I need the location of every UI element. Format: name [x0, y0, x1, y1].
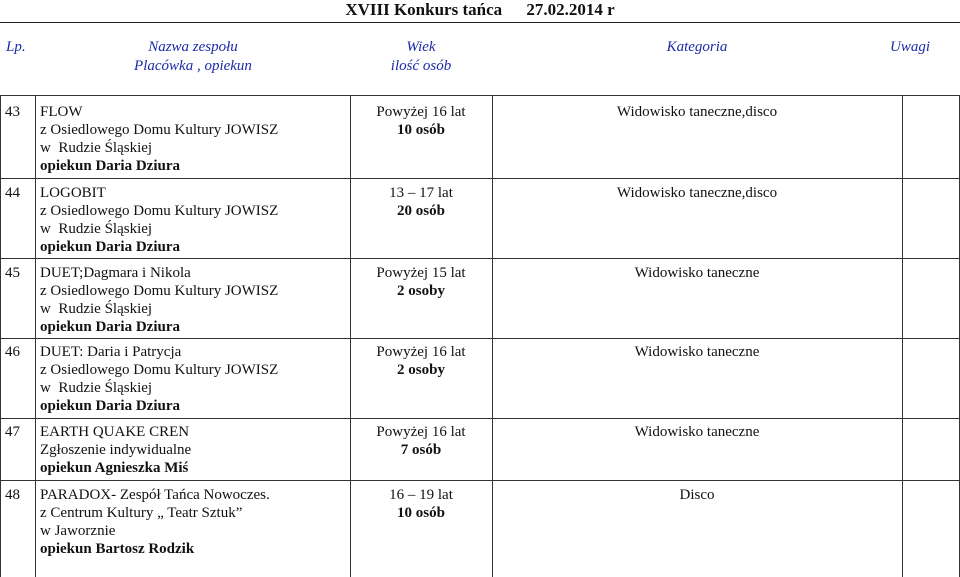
ensemble-name: DUET: Daria i Patrycja [40, 344, 182, 360]
header-name: Nazwa zespołu Placówka , opiekun [134, 39, 252, 74]
title-divider [0, 22, 960, 23]
row-number: 46 [5, 344, 20, 360]
ensemble-place: z Osiedlowego Domu Kultury JOWISZ [40, 283, 279, 299]
col-border-age [492, 95, 493, 577]
people-count: 10 osób [397, 505, 445, 521]
ensemble-city: w Rudzie Śląskiej [40, 301, 153, 317]
people-count: 20 osób [397, 203, 445, 219]
row-age [350, 486, 492, 522]
document-date: 27.02.2014 r [526, 0, 615, 19]
header-age: Wiek ilość osób [390, 39, 452, 74]
row-number: 48 [5, 487, 20, 503]
row-number: 43 [5, 104, 20, 120]
ensemble-name: FLOW [40, 104, 83, 120]
row-number: 47 [5, 424, 20, 440]
ensemble-name: PARADOX- Zespół Tańca Nowoczes. [40, 487, 270, 503]
col-border-category [902, 95, 903, 577]
ensemble-place: z Osiedlowego Domu Kultury JOWISZ [40, 122, 279, 138]
header-lp: Lp. [6, 39, 26, 55]
table-top-border [0, 95, 960, 96]
ensemble-city: w Jaworznie [40, 523, 116, 539]
ensemble-name: DUET;Dagmara i Nikola [40, 265, 191, 281]
row-divider [0, 258, 960, 259]
age-range: 13 – 17 lat [389, 185, 453, 201]
row-category: Widowisko taneczne,disco [616, 185, 778, 201]
age-range: Powyżej 16 lat [376, 104, 466, 120]
ensemble-guardian: opiekun Agnieszka Miś [40, 460, 189, 476]
row-ensemble [40, 343, 350, 415]
row-divider [0, 338, 960, 339]
row-category: Widowisko taneczne [634, 265, 760, 281]
col-border-num [35, 95, 36, 577]
people-count: 7 osób [400, 442, 442, 458]
ensemble-place: z Centrum Kultury „ Teatr Sztuk” [40, 505, 243, 521]
row-divider [0, 480, 960, 481]
document-title: XVIII Konkurs tańca [345, 0, 503, 19]
row-age [350, 423, 492, 459]
col-border-left [0, 95, 1, 577]
row-divider [0, 178, 960, 179]
header-notes: Uwagi [889, 39, 930, 55]
row-ensemble [40, 486, 350, 558]
ensemble-city: w Rudzie Śląskiej [40, 221, 153, 237]
people-count: 2 osoby [397, 362, 445, 378]
age-range: 16 – 19 lat [389, 487, 453, 503]
row-age [350, 343, 492, 379]
row-age [350, 103, 492, 139]
ensemble-place: z Osiedlowego Domu Kultury JOWISZ [40, 362, 279, 378]
row-number: 44 [5, 185, 20, 201]
row-ensemble [40, 264, 350, 336]
age-range: Powyżej 16 lat [376, 344, 466, 360]
ensemble-place: Zgłoszenie indywidualne [40, 442, 192, 458]
row-category: Widowisko taneczne [634, 424, 760, 440]
ensemble-guardian: opiekun Bartosz Rodzik [40, 541, 195, 557]
row-ensemble [40, 103, 350, 175]
document-title-bar [0, 0, 960, 22]
ensemble-guardian: opiekun Daria Dziura [40, 158, 181, 174]
row-age [350, 264, 492, 300]
ensemble-guardian: opiekun Daria Dziura [40, 239, 181, 255]
row-ensemble [40, 184, 350, 256]
ensemble-city: w Rudzie Śląskiej [40, 380, 153, 396]
row-age [350, 184, 492, 220]
ensemble-guardian: opiekun Daria Dziura [40, 398, 181, 414]
ensemble-city: w Rudzie Śląskiej [40, 140, 153, 156]
age-range: Powyżej 16 lat [376, 424, 466, 440]
row-divider [0, 418, 960, 419]
people-count: 2 osoby [397, 283, 445, 299]
ensemble-place: z Osiedlowego Domu Kultury JOWISZ [40, 203, 279, 219]
row-ensemble [40, 423, 350, 477]
row-category: Widowisko taneczne [634, 344, 760, 360]
table-header [0, 38, 960, 82]
row-category: Disco [679, 487, 715, 503]
header-category: Kategoria [666, 39, 728, 55]
row-number: 45 [5, 265, 20, 281]
row-category: Widowisko taneczne,disco [616, 104, 778, 120]
ensemble-name: EARTH QUAKE CREN [40, 424, 190, 440]
age-range: Powyżej 15 lat [376, 265, 466, 281]
people-count: 10 osób [397, 122, 445, 138]
ensemble-guardian: opiekun Daria Dziura [40, 319, 181, 335]
ensemble-name: LOGOBIT [40, 185, 106, 201]
